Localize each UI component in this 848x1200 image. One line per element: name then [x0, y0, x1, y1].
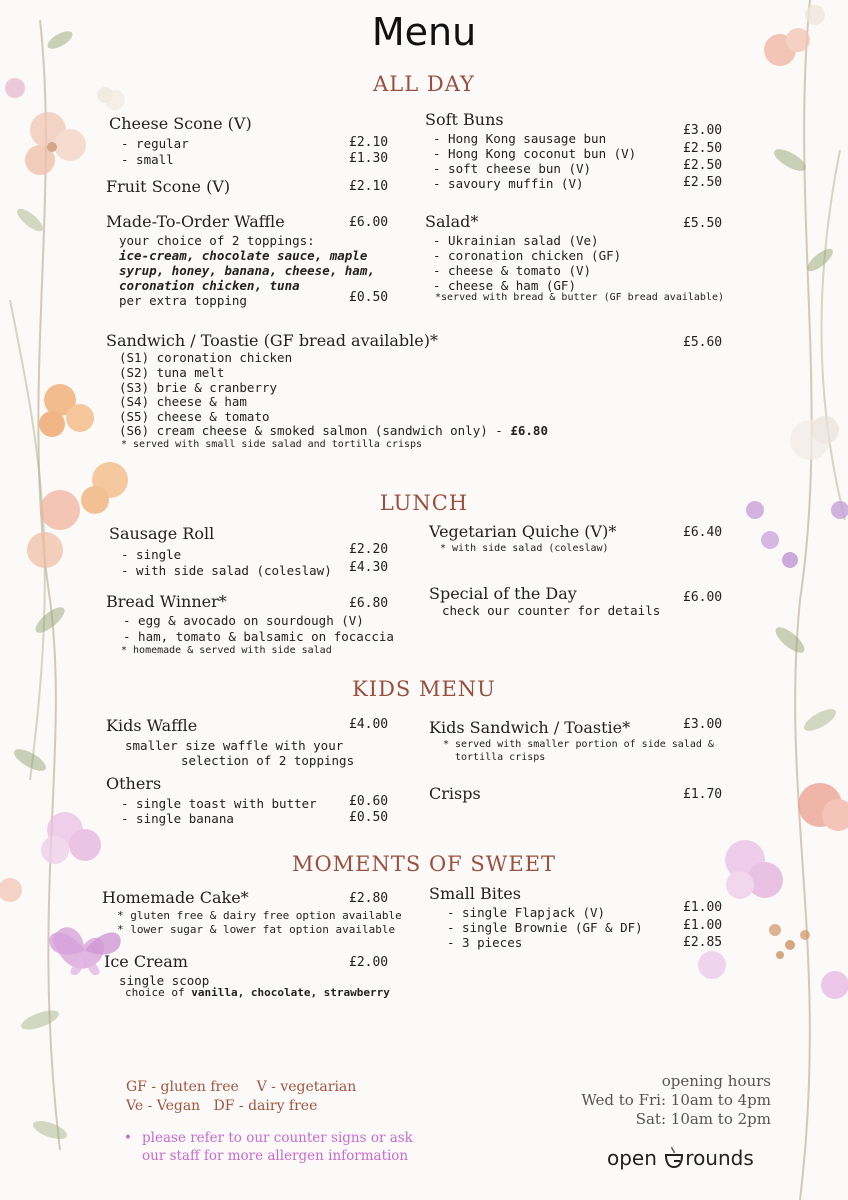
price: £1.00: [683, 918, 723, 933]
small-bites-line: - single Flapjack (V): [447, 905, 606, 920]
waffle-toppings: coronation chicken, tuna: [119, 278, 300, 293]
item-homemade-cake: Homemade Cake*: [102, 888, 249, 907]
kids-waffle-desc: smaller size waffle with your: [125, 738, 344, 753]
sandwich-note: * served with small side salad and tortilla crisps: [121, 439, 423, 450]
others-line: - single toast with butter: [121, 796, 317, 811]
brand-name-right: rounds: [685, 1146, 754, 1170]
s6-text: (S6) cream cheese & smoked salmon (sandwich only) -: [119, 423, 511, 438]
waffle-intro: your choice of 2 toppings:: [119, 233, 315, 248]
price: £6.80: [349, 596, 389, 611]
item-salad: Salad*: [425, 212, 479, 231]
cake-note: * gluten free & dairy free option available: [117, 909, 402, 922]
price: £2.50: [683, 175, 723, 190]
ice-cream-desc: single scoop: [119, 973, 210, 988]
price: £0.60: [349, 794, 389, 809]
item-sausage-roll: Sausage Roll: [109, 524, 215, 543]
soft-bun-line: - Hong Kong coconut bun (V): [433, 146, 637, 161]
sandwich-line: (S1) coronation chicken: [119, 350, 293, 365]
cheese-scone-regular: - regular: [121, 136, 189, 151]
item-special: Special of the Day: [429, 584, 577, 603]
waffle-extra: per extra topping: [119, 293, 247, 308]
section-heading-all-day: ALL DAY: [373, 72, 475, 96]
s6-price: £6.80: [510, 423, 548, 438]
section-heading-lunch: LUNCH: [379, 491, 469, 515]
price: £5.60: [683, 335, 723, 350]
sausage-roll-line: - with side salad (coleslaw): [121, 563, 332, 578]
item-kids-sandwich: Kids Sandwich / Toastie*: [429, 718, 631, 737]
allergen-note: please refer to our counter signs or ask: [142, 1130, 413, 1146]
item-soft-buns: Soft Buns: [425, 110, 504, 129]
ice-cream-choice: [125, 986, 390, 999]
salad-line: - coronation chicken (GF): [433, 248, 622, 263]
price: £2.50: [683, 141, 723, 156]
waffle-toppings: ice-cream, chocolate sauce, maple: [119, 248, 368, 263]
item-quiche: Vegetarian Quiche (V)*: [429, 522, 617, 541]
soft-bun-line: - Hong Kong sausage bun: [433, 131, 607, 146]
sandwich-s6: [119, 423, 548, 438]
salad-note: *served with bread & butter (GF bread available): [435, 292, 724, 303]
price: £2.20: [349, 542, 389, 557]
item-kids-waffle: Kids Waffle: [106, 716, 198, 735]
item-sandwich: Sandwich / Toastie (GF bread available)*: [106, 331, 438, 350]
special-desc: check our counter for details: [442, 603, 661, 618]
allergen-bullet: •: [124, 1130, 132, 1146]
price: £2.10: [349, 135, 389, 150]
price: £1.00: [683, 900, 723, 915]
price: £0.50: [349, 290, 389, 305]
item-waffle: Made-To-Order Waffle: [106, 212, 285, 231]
price: £2.10: [349, 179, 389, 194]
price: £4.30: [349, 560, 389, 575]
price: £3.00: [683, 717, 723, 732]
price: £2.85: [683, 935, 723, 950]
price: £2.50: [683, 158, 723, 173]
others-line: - single banana: [121, 811, 234, 826]
price: £6.00: [683, 590, 723, 605]
price: £6.00: [349, 215, 389, 230]
price: £3.00: [683, 123, 723, 138]
brand-name-left: open: [607, 1146, 664, 1170]
price: £0.50: [349, 810, 389, 825]
price: £5.50: [683, 216, 723, 231]
kids-sandwich-note: * served with smaller portion of side salad &: [443, 739, 714, 750]
bread-winner-line: - ham, tomato & balsamic on focaccia: [123, 629, 394, 644]
cheese-scone-small: - small: [121, 152, 174, 167]
choice-prefix: choice of: [125, 986, 192, 999]
salad-line: - cheese & tomato (V): [433, 263, 592, 278]
salad-line: - cheese & ham (GF): [433, 278, 576, 293]
choice-flavours: vanilla, chocolate, strawberry: [191, 986, 390, 999]
salad-line: - Ukrainian salad (Ve): [433, 233, 599, 248]
price: £2.80: [349, 891, 389, 906]
small-bites-line: - single Brownie (GF & DF): [447, 920, 643, 935]
section-heading-sweet: MOMENTS OF SWEET: [291, 852, 557, 876]
small-bites-line: - 3 pieces: [447, 935, 523, 950]
item-ice-cream: Ice Cream: [104, 952, 188, 971]
item-fruit-scone: Fruit Scone (V): [106, 177, 231, 196]
opening-hours-saturday: Sat: 10am to 2pm: [635, 1110, 771, 1128]
diet-legend: Ve - Vegan DF - dairy free: [126, 1098, 318, 1114]
kids-waffle-desc: selection of 2 toppings: [181, 753, 355, 768]
price: £1.70: [683, 787, 723, 802]
item-small-bites: Small Bites: [429, 884, 521, 903]
bread-winner-note: * homemade & served with side salad: [121, 645, 332, 656]
coffee-cup-g-icon: [663, 1145, 685, 1169]
item-crisps: Crisps: [429, 784, 481, 803]
sandwich-line: (S5) cheese & tomato: [119, 409, 270, 424]
sandwich-line: (S2) tuna melt: [119, 365, 225, 380]
bread-winner-line: - egg & avocado on sourdough (V): [123, 613, 364, 628]
waffle-toppings: syrup, honey, banana, cheese, ham,: [119, 263, 375, 278]
item-cheese-scone: Cheese Scone (V): [109, 114, 252, 133]
price: £4.00: [349, 717, 389, 732]
section-heading-kids: KIDS MENU: [352, 677, 496, 701]
price: £1.30: [349, 151, 389, 166]
kids-sandwich-note: tortilla crisps: [455, 752, 546, 763]
opening-hours-weekday: Wed to Fri: 10am to 4pm: [581, 1091, 771, 1109]
brand-logo: [607, 1145, 754, 1170]
price: £2.00: [349, 955, 389, 970]
item-others: Others: [106, 774, 162, 793]
page-title: Menu: [371, 10, 477, 54]
quiche-note: * with side salad (coleslaw): [440, 543, 609, 554]
soft-bun-line: - soft cheese bun (V): [433, 161, 592, 176]
diet-legend: GF - gluten free V - vegetarian: [126, 1079, 357, 1095]
opening-hours-heading: opening hours: [661, 1072, 771, 1090]
butterfly-icon: [45, 920, 125, 980]
sandwich-line: (S3) brie & cranberry: [119, 380, 278, 395]
price: £6.40: [683, 525, 723, 540]
item-bread-winner: Bread Winner*: [106, 592, 227, 611]
allergen-note: our staff for more allergen information: [142, 1148, 409, 1164]
sandwich-line: (S4) cheese & ham: [119, 394, 247, 409]
sausage-roll-line: - single: [121, 547, 182, 562]
soft-bun-line: - savoury muffin (V): [433, 176, 584, 191]
cake-note: * lower sugar & lower fat option available: [117, 923, 396, 936]
